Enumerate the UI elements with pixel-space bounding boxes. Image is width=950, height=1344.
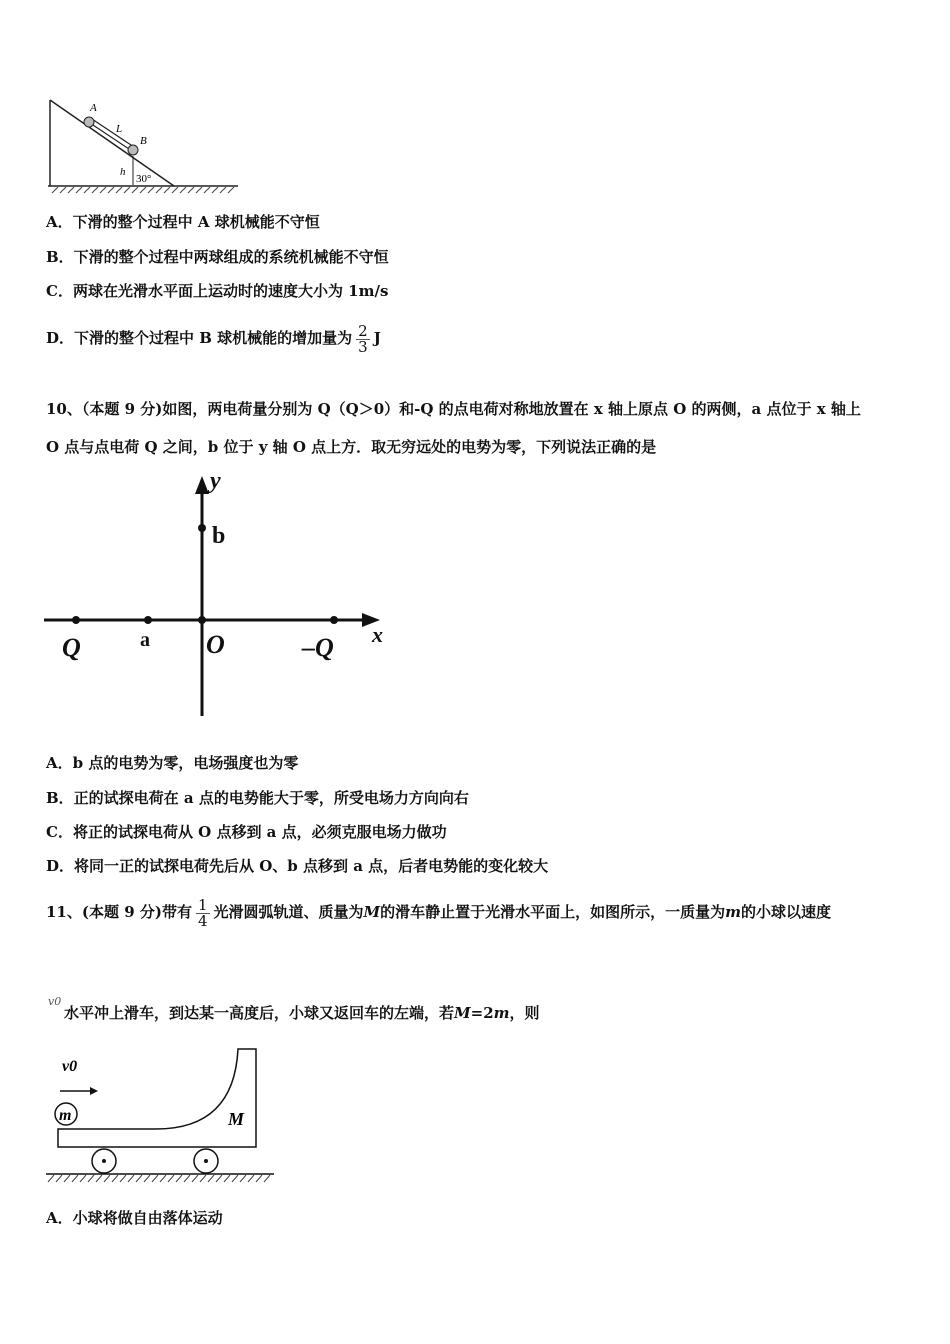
- incline-figure: [44, 96, 244, 196]
- cart-figure: [44, 1045, 280, 1187]
- fraction-two-thirds: $\frac{2}{3}$: [358, 321, 368, 356]
- label-M: M: [228, 1109, 245, 1129]
- label-o: O: [206, 630, 225, 659]
- label-b: B: [140, 135, 147, 147]
- q9-option-d-text: D．下滑的整个过程中 B 球机械能的增加量为: [46, 329, 353, 347]
- q11-option-a: A．小球将做自由落体运动: [46, 1209, 223, 1227]
- label-a: A: [90, 102, 97, 114]
- ball-a: [84, 117, 94, 127]
- q10-option-a: A．b 点的电势为零，电场强度也为零: [46, 754, 299, 772]
- fraction-one-quarter: $\frac{1}{4}$: [197, 895, 208, 930]
- point-neg-q: [330, 616, 338, 624]
- charge-axes-figure: [40, 470, 400, 720]
- ball-b: [128, 145, 138, 155]
- q9-option-a: A．下滑的整个过程中 A 球机械能不守恒: [46, 213, 320, 231]
- q10-option-d: D．将同一正的试探电荷先后从 O、b 点移到 a 点，后者电势能的变化较大: [46, 857, 549, 875]
- q10-option-b: B．正的试探电荷在 a 点的电势能大于零，所受电场力方向向右: [46, 789, 469, 807]
- label-l: L: [116, 123, 123, 135]
- label-b: b: [212, 523, 226, 549]
- q11-stem-line2: 水平冲上滑车，到达某一高度后，小球又返回车的左端，若M=2m，则: [64, 1004, 540, 1022]
- label-a: a: [140, 629, 150, 651]
- label-neg-q: –Q: [302, 633, 334, 662]
- label-x: x: [372, 622, 383, 647]
- unit-joule: J: [373, 329, 381, 347]
- point-a: [144, 616, 152, 624]
- point-o: [198, 616, 206, 624]
- q9-option-b: B．下滑的整个过程中两球组成的系统机械能不守恒: [46, 248, 389, 266]
- q10-option-c: C．将正的试探电荷从 O 点移到 a 点，必须克服电场力做功: [46, 823, 447, 841]
- point-b: [198, 524, 206, 532]
- q9-option-d: [46, 314, 381, 362]
- q10-stem-line1: 10、（本题 9 分)如图，两电荷量分别为 Q（Q＞0）和-Q 的点电荷对称地放置在 x 轴上原点 O 的两侧，a 点位于 x 轴上: [46, 400, 861, 418]
- q11-stem-line1: 11、(本题 9 分)带有 $\frac{1}{4}$ 光滑圆弧轨道、质量为M的滑车静止置于光滑水平面上，如图所示，一质量为m的小球以速度: [46, 895, 832, 930]
- q10-stem-line2: O 点与点电荷 Q 之间，b 位于 y 轴 O 点上方．取无穷远处的电势为零，下列说法正确的是: [46, 438, 657, 456]
- q9-option-c: C．两球在光滑水平面上运动时的速度大小为 1m/s: [46, 282, 389, 300]
- v0-symbol: v0: [48, 995, 62, 1008]
- point-q: [72, 616, 80, 624]
- y-axis-arrow: [195, 476, 209, 494]
- label-angle: 30°: [136, 173, 152, 185]
- label-v0: v0: [62, 1058, 78, 1075]
- label-h: h: [120, 166, 126, 178]
- cart-body: [58, 1049, 256, 1147]
- label-m: m: [59, 1107, 72, 1124]
- label-q: Q: [62, 633, 81, 662]
- label-y: y: [210, 470, 221, 494]
